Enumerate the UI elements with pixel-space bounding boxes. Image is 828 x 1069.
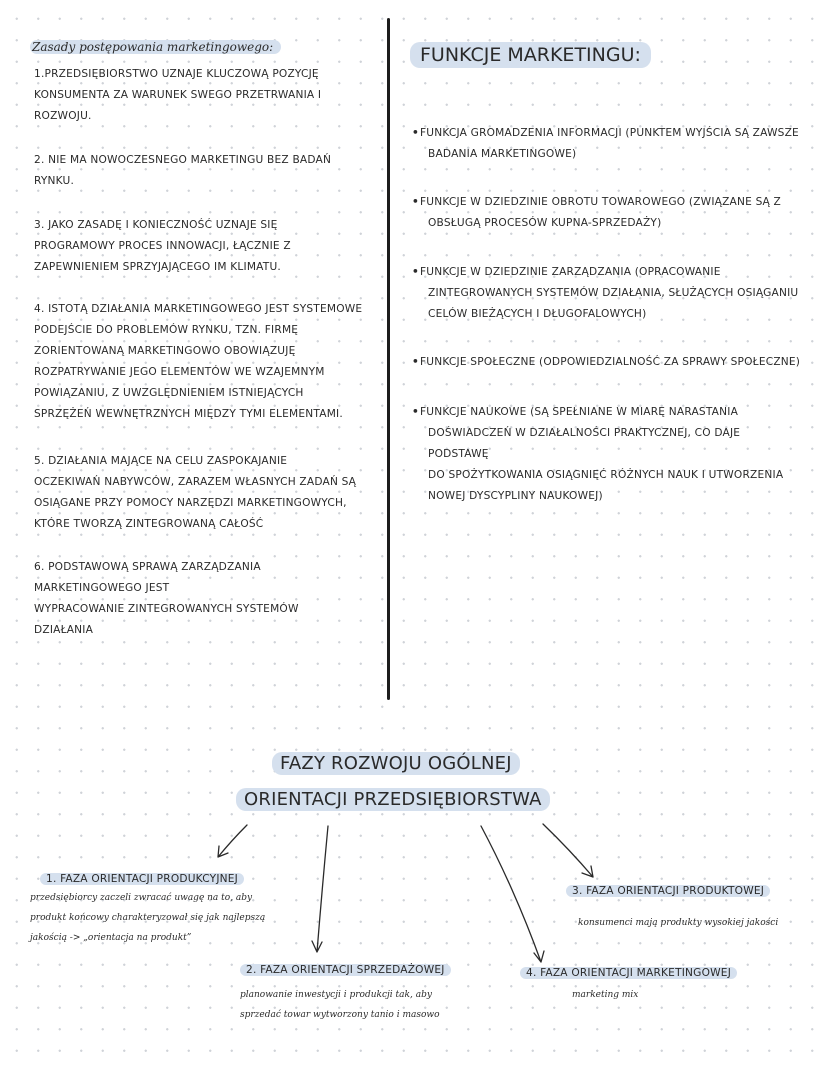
phase-4-note-line: marketing mix [572,990,639,1000]
phase-4-title: 4. FAZA ORIENTACJI MARKETINGOWEJ [520,967,737,979]
principle-1-line: ROZWOJU. [34,110,92,122]
bullet-dot-icon: • [412,266,419,278]
principle-4-line: 4. ISTOTĄ DZIAŁANIA MARKETINGOWEGO JEST SYSTEMOWE [34,303,363,315]
bullet-text: FUNKCJE W DZIEDZINIE OBROTU TOWAROWEGO (ZWIĄZANE SĄ Z [419,196,781,208]
principle-6-line: WYPRACOWANIE ZINTEGROWANYCH SYSTEMÓW [34,603,299,615]
phase-1-note-line: jakością -> „orientacja na produkt” [30,933,192,943]
phase-1-title: 1. FAZA ORIENTACJI PRODUKCYJNEJ [40,873,244,885]
principle-4-line: PODEJŚCIE DO PROBLEMÓW RYNKU, TZN. FIRMĘ [34,324,299,336]
functions-title: FUNKCJE MARKETINGU: [410,42,651,68]
bullet-text: CELÓW BIEŻĄCYCH I DŁUGOFALOWYCH) [428,308,647,320]
bullet-text: ZINTEGROWANYCH SYSTEMÓW DZIAŁANIA, SŁUŻĄCYCH OSIĄGANIU [428,287,799,299]
principle-6-line: 6. PODSTAWOWĄ SPRAWĄ ZARZĄDZANIA [34,561,261,573]
phase-1-note-line: przedsiębiorcy zaczeli zwracać uwagę na to, aby [30,893,253,903]
bullet-dot-icon: • [412,196,419,208]
principle-5-line: OSIĄGANE PRZY POMOCY NARZĘDZI MARKETINGOWYCH, [34,497,347,509]
bullet-dot-icon: • [412,356,419,368]
bullet-text: FUNKCJE W DZIEDZINIE ZARZĄDZANIA (OPRACOWANIE [419,266,721,278]
principle-2-line: RYNKU. [34,175,75,187]
principle-6-line: DZIAŁANIA [34,624,94,636]
principle-3-line: 3. JAKO ZASADĘ I KONIECZNOŚĆ UZNAJE SIĘ [34,219,278,231]
principle-6-line: MARKETINGOWEGO JEST [34,582,170,594]
principle-4-line: ROZPATRYWANIE JEGO ELEMENTÓW WE WZAJEMNYM [34,366,325,378]
principle-5-line: 5. DZIAŁANIA MAJĄCE NA CELU ZASPOKAJANIE [34,455,288,467]
principle-5-line: KTÓRE TWORZĄ ZINTEGROWANĄ CAŁOŚĆ [34,518,264,530]
bullet-dot-icon: • [412,127,419,139]
arrow-to-phase-2 [312,826,328,952]
bullet-text: BADANIA MARKETINGOWE) [428,148,577,160]
phase-2-note-line: planowanie inwestycji i produkcji tak, aby [240,990,432,1000]
phase-3-note-line: konsumenci mają produkty wysokiej jakości [578,918,779,928]
bullet-text: DO SPOŻYTKOWANIA OSIĄGNIĘĆ RÓŻNYCH NAUK I UTWORZENIA [428,469,784,481]
phase-1-note-line: produkt końcowy charakteryzował się jak najlepszą [30,913,266,923]
principle-4-line: POWIĄZANIU, Z UWZGLĘDNIENIEM ISTNIEJĄCYCH [34,387,304,399]
bullet-text: FUNKCJE SPOŁECZNE (ODPOWIEDZIALNOŚĆ ZA SPRAWY SPOŁECZNE) [419,356,801,368]
bullet-text: DOŚWIADCZEŃ W DZIAŁALNOŚCI PRAKTYCZNEJ, CO DAJE PODSTAWĘ [428,427,741,460]
bullet-text: FUNKCJE NAUKOWE (SĄ SPEŁNIANE W MIARĘ NARASTANIA [419,406,739,418]
principle-1-line: KONSUMENTA ZA WARUNEK SWEGO PRZETRWANIA I [34,89,322,101]
phases-title-line-2: ORIENTACJI PRZEDSIĘBIORSTWA [236,788,550,811]
phases-title-line-1: FAZY ROZWOJU OGÓLNEJ [272,752,520,775]
principle-4-line: SPRZĘŻEŃ WEWNĘTRZNYCH MIĘDZY TYMI ELEMENTAMI. [34,408,343,420]
principle-3-line: PROGRAMOWY PROCES INNOWACJI, ŁĄCZNIE Z [34,240,291,252]
bullet-text: OBSŁUGĄ PROCESÓW KUPNA-SPRZEDAŻY) [428,217,662,229]
arrow-to-phase-4 [481,826,544,962]
principle-5-line: OCZEKIWAŃ NABYWCÓW, ZARAZEM WŁASNYCH ZADAŃ SĄ [34,476,357,488]
phase-2-note-line: sprzedać towar wytworzony tanio i masowo [240,1010,440,1020]
principle-3-line: ZAPEWNIENIEM SPRZYJAJĄCEGO IM KLIMATU. [34,261,281,273]
bullet-text: FUNKCJA GROMADZENIA INFORMACJI (PUNKTEM WYJŚCIA SĄ ZAWSZE [419,127,799,139]
arrow-to-phase-1 [218,825,247,857]
principle-2-line: 2. NIE MA NOWOCZESNEGO MARKETINGU BEZ BADAŃ [34,154,332,166]
phase-1-note [30,888,300,948]
bullet-text: NOWEJ DYSCYPLINY NAUKOWEJ) [428,490,603,502]
phase-3-note [578,913,818,933]
principle-1-line: 1.PRZEDSIĘBIORSTWO UZNAJE KLUCZOWĄ POZYCJĘ [34,68,319,80]
phase-4-note [572,985,722,1005]
phase-2-note [240,985,480,1025]
phase-2-title: 2. FAZA ORIENTACJI SPRZEDAŻOWEJ [240,964,451,976]
arrow-to-phase-3 [543,824,593,877]
principles-heading: Zasady postępowania marketingowego: [30,40,281,54]
phase-3-title: 3. FAZA ORIENTACJI PRODUKTOWEJ [566,885,770,897]
bullet-dot-icon: • [412,406,419,418]
principle-4-line: ZORIENTOWANĄ MARKETINGOWO OBOWIĄZUJĘ [34,345,296,357]
